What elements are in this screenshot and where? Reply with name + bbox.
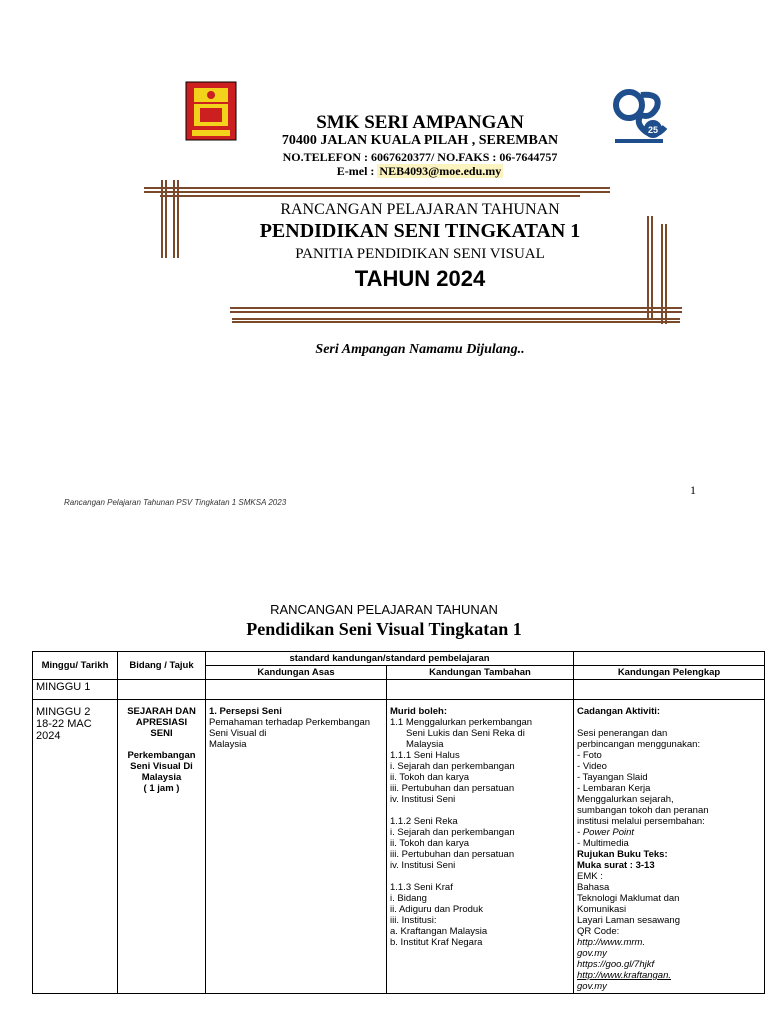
supp-line: - Lembaran Kerja — [577, 783, 651, 794]
additional-line: ii. Tokoh dan karya — [390, 772, 470, 783]
supp-line: sumbangan tokoh dan peranan — [577, 805, 709, 816]
supp-line: QR Code: — [577, 926, 620, 937]
additional-line: i. Bidang — [390, 893, 427, 904]
supp-link[interactable]: https://goo.gl/7hjkf — [577, 959, 655, 970]
header-supplementary: Kandungan Pelengkap — [574, 666, 765, 680]
email-label: E-mel : — [336, 164, 378, 178]
additional-line: 1.1.2 Seni Reka — [390, 816, 458, 827]
supp-line: Menggalurkan sejarah, — [577, 794, 674, 805]
additional-title: Murid boleh: — [390, 706, 447, 717]
header-additional: Kandungan Tambahan — [387, 666, 574, 680]
header-standard-group: standard kandungan/standard pembelajaran — [206, 652, 574, 666]
table-row-week-2 — [33, 700, 765, 994]
email-address: NEB4093@moe.edu.my — [379, 164, 502, 178]
supp-line: EMK : — [577, 871, 603, 882]
supp-line: Teknologi Maklumat dan — [577, 893, 680, 904]
basic-line: Seni Visual di — [209, 728, 267, 739]
additional-line: ii. Adiguru dan Produk — [390, 904, 483, 915]
week-2-additional — [387, 700, 574, 994]
additional-line: b. Institut Kraf Negara — [390, 937, 483, 948]
week-1-supp — [574, 680, 765, 700]
additional-line — [390, 805, 570, 816]
basic-line: Malaysia — [209, 739, 247, 750]
title-year: TAHUN 2024 — [354, 266, 486, 291]
school-address: 70400 JALAN KUALA PILAH , SEREMBAN — [281, 133, 559, 148]
supp-link[interactable]: http://www.kraftangan. — [577, 970, 672, 981]
additional-line: i. Sejarah dan perkembangan — [390, 761, 515, 772]
school-phone-line: NO.TELEFON : 6067620377/ NO.FAKS : 06-7644757 — [282, 150, 558, 164]
topic-line: APRESIASI — [135, 717, 188, 728]
additional-line: iii. Pertubuhan dan persatuan — [390, 849, 515, 860]
supp-line: Rujukan Buku Teks: — [577, 849, 668, 860]
supp-link[interactable]: http://www.mrm. — [577, 937, 646, 948]
week-2-line: 18-22 MAC — [36, 718, 92, 730]
additional-line: 1.1.3 Seni Kraf — [390, 882, 453, 893]
additional-line: a. Kraftangan Malaysia — [390, 926, 488, 937]
topic-line: ( 1 jam ) — [143, 783, 180, 794]
additional-line: iv. Institusi Seni — [390, 794, 456, 805]
svg-text:25: 25 — [648, 125, 659, 135]
topic-line: SEJARAH DAN — [127, 706, 196, 717]
topic-line: Malaysia — [141, 772, 182, 783]
topic-line: Seni Visual Di — [130, 761, 193, 772]
additional-line: iii. Pertubuhan dan persatuan — [390, 783, 515, 794]
topic-line — [121, 739, 202, 750]
supp-line: - Video — [577, 761, 607, 772]
week-2-basic — [206, 700, 387, 994]
week-1-basic — [206, 680, 387, 700]
header-topic: Bidang / Tajuk — [118, 652, 206, 680]
supp-line: Bahasa — [577, 882, 610, 893]
table-row-week-1 — [33, 680, 765, 700]
supp-line: - Foto — [577, 750, 602, 761]
week-2-line: 2024 — [36, 730, 61, 742]
school-name: SMK SERI AMPANGAN — [316, 112, 524, 133]
supp-line: Komunikasi — [577, 904, 627, 915]
supp-line: Layari Laman sesawang — [577, 915, 680, 926]
title-line-3: PANITIA PENDIDIKAN SENI VISUAL — [295, 246, 545, 262]
supp-title: Cadangan Aktiviti: — [577, 706, 661, 717]
header-week: Minggu/ Tarikh — [33, 652, 118, 680]
supp-line — [577, 717, 761, 728]
header-empty — [574, 652, 765, 666]
supp-line: - Tayangan Slaid — [577, 772, 648, 783]
additional-line: ii. Tokoh dan karya — [390, 838, 470, 849]
topic-line: Perkembangan — [127, 750, 196, 761]
plan-heading: RANCANGAN PELAJARAN TAHUNAN — [270, 602, 498, 617]
page-footer: Rancangan Pelajaran Tahunan PSV Tingkatan 1 SMKSA 2023 — [64, 498, 287, 507]
supp-line: perbincangan menggunakan: — [577, 739, 701, 750]
week-2-cell — [33, 700, 118, 994]
week-1-additional — [387, 680, 574, 700]
supp-line: Sesi penerangan dan — [577, 728, 668, 739]
additional-line: iv. Institusi Seni — [390, 860, 456, 871]
week-2-topic — [118, 700, 206, 994]
basic-title: 1. Persepsi Seni — [209, 706, 282, 717]
table-header-row-1 — [33, 652, 765, 666]
supp-link[interactable]: gov.my — [577, 948, 607, 959]
additional-line: Malaysia — [406, 739, 444, 750]
week-2-supp — [574, 700, 765, 994]
additional-line: Seni Lukis dan Seni Reka di — [406, 728, 525, 739]
additional-line: 1.1.1 Seni Halus — [390, 750, 460, 761]
supp-line: - Multimedia — [577, 838, 629, 849]
additional-line: iii. Institusi: — [390, 915, 437, 926]
page-number: 1 — [690, 483, 696, 497]
supp-line: institusi melalui persembahan: — [577, 816, 705, 827]
supp-line: - Power Point — [577, 827, 635, 838]
topic-line: SENI — [150, 728, 173, 739]
additional-line — [390, 871, 570, 882]
week-1-cell: MINGGU 1 — [33, 680, 118, 700]
school-tagline: Seri Ampangan Namamu Dijulang.. — [315, 342, 525, 357]
week-2-line: MINGGU 2 — [36, 706, 91, 718]
title-line-1: RANCANGAN PELAJARAN TAHUNAN — [280, 201, 560, 218]
supp-line: Muka surat : 3-13 — [577, 860, 655, 871]
header-basic: Kandungan Asas — [206, 666, 387, 680]
supp-link[interactable]: gov.my — [577, 981, 607, 992]
additional-line: 1.1 Menggalurkan perkembangan — [390, 717, 533, 728]
plan-title: Pendidikan Seni Visual Tingkatan 1 — [246, 619, 522, 639]
plan-table — [32, 651, 765, 994]
title-line-2: PENDIDIKAN SENI TINGKATAN 1 — [259, 220, 581, 242]
additional-line: i. Sejarah dan perkembangan — [390, 827, 515, 838]
basic-line: Pemahaman terhadap Perkembangan — [209, 717, 371, 728]
week-1-topic — [118, 680, 206, 700]
